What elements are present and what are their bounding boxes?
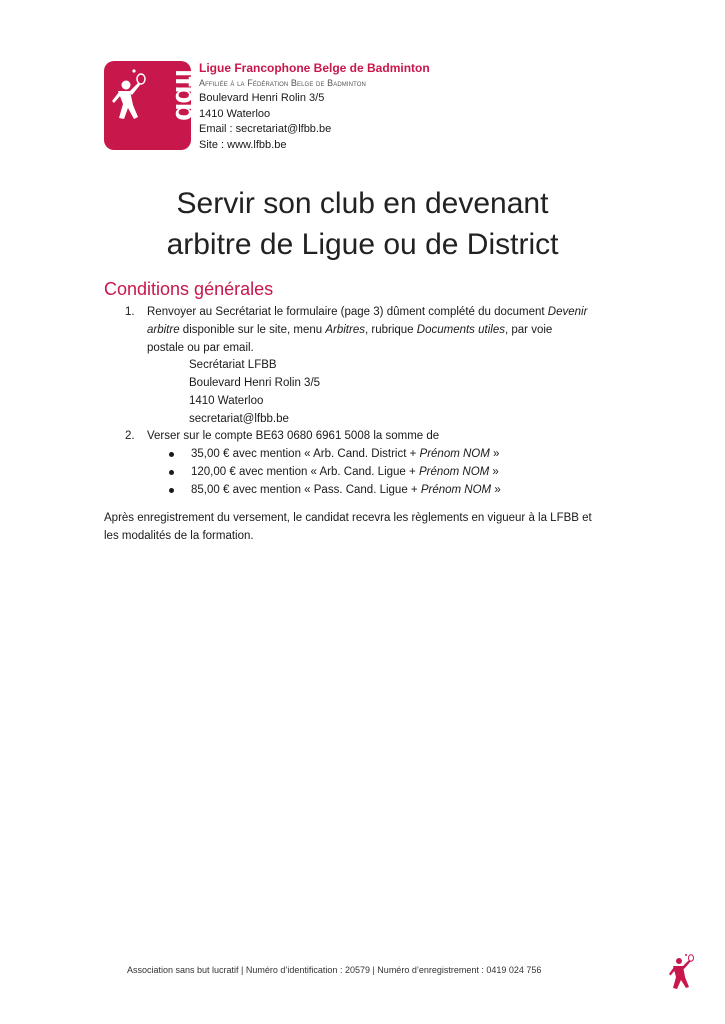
- title-line-1: Servir son club en devenant: [176, 187, 549, 220]
- emphasis-run: Devenir: [547, 306, 588, 318]
- text-run: , par voie: [504, 324, 553, 336]
- address-line: 1410 Waterloo: [189, 395, 264, 407]
- address-email: secretariat@lfbb.be: [189, 413, 289, 425]
- list-item-text: Verser sur le compte BE63 0680 6961 5008 la somme de: [147, 430, 440, 442]
- organization-block: [199, 60, 430, 153]
- title-line-2: arbitre de Ligue ou de District: [166, 228, 559, 261]
- text-run: , rubrique: [364, 324, 417, 336]
- list-item-2: [104, 427, 624, 445]
- paragraph-line: les modalités de la formation.: [104, 530, 254, 542]
- list-item-text: [147, 303, 627, 357]
- org-address-city: 1410 Waterloo: [199, 107, 271, 120]
- list-number: 2.: [125, 430, 135, 442]
- emphasis-run: Documents utiles: [416, 324, 505, 336]
- emphasis-run: Prénom NOM: [420, 484, 492, 496]
- footer-text: Association sans but lucratif | Numéro d’identification : 20579 | Numéro d’enregistrement : 0419 024 756: [127, 965, 542, 975]
- text-run: postale ou par email.: [147, 342, 254, 354]
- text-run: 35,00 € avec mention « Arb. Cand. District +: [191, 448, 420, 460]
- emphasis-run: Arbitres: [325, 324, 365, 336]
- closing-paragraph: [104, 509, 624, 545]
- emphasis-run: Prénom NOM: [418, 466, 490, 478]
- paragraph-line: Après enregistrement du versement, le candidat recevra les règlements en vigueur à la LFBB et: [104, 512, 592, 524]
- list-number: 1.: [125, 306, 135, 318]
- org-affiliation: Affiliée à la Fédération Belge de Badminton: [199, 78, 366, 88]
- section-heading: Conditions générales: [104, 279, 274, 299]
- address-line: Boulevard Henri Rolin 3/5: [189, 377, 321, 389]
- list-item-1: [104, 303, 624, 357]
- text-run: 85,00 € avec mention « Pass. Cand. Ligue +: [191, 484, 421, 496]
- secretariat-address: [189, 356, 320, 428]
- bullet-icon: [169, 452, 174, 457]
- text-run: 120,00 € avec mention « Arb. Cand. Ligue +: [191, 466, 419, 478]
- text-run: Renvoyer au Secrétariat le formulaire (page 3) dûment complété du document: [147, 306, 548, 318]
- text-run: »: [491, 484, 501, 496]
- text-run: disponible sur le site, menu: [179, 324, 326, 336]
- org-name: Ligue Francophone Belge de Badminton: [199, 61, 430, 75]
- footer-player-icon: [667, 953, 695, 997]
- badminton-player-icon: [104, 61, 202, 150]
- emphasis-run: Prénom NOM: [419, 448, 490, 460]
- text-run: »: [489, 448, 500, 460]
- document-title: [0, 183, 725, 265]
- org-address-street: Boulevard Henri Rolin 3/5: [199, 92, 325, 104]
- text-run: »: [489, 466, 499, 478]
- address-line: Secrétariat LFBB: [189, 359, 277, 371]
- lfbb-logo: [104, 61, 202, 150]
- org-site: Site : www.lfbb.be: [199, 138, 287, 151]
- bullet-icon: [169, 488, 174, 493]
- emphasis-run: arbitre: [147, 324, 180, 336]
- org-email: Email : secretariat@lfbb.be: [199, 123, 332, 135]
- bullet-icon: [169, 470, 174, 475]
- svg-text:lfbb: lfbb: [169, 69, 202, 120]
